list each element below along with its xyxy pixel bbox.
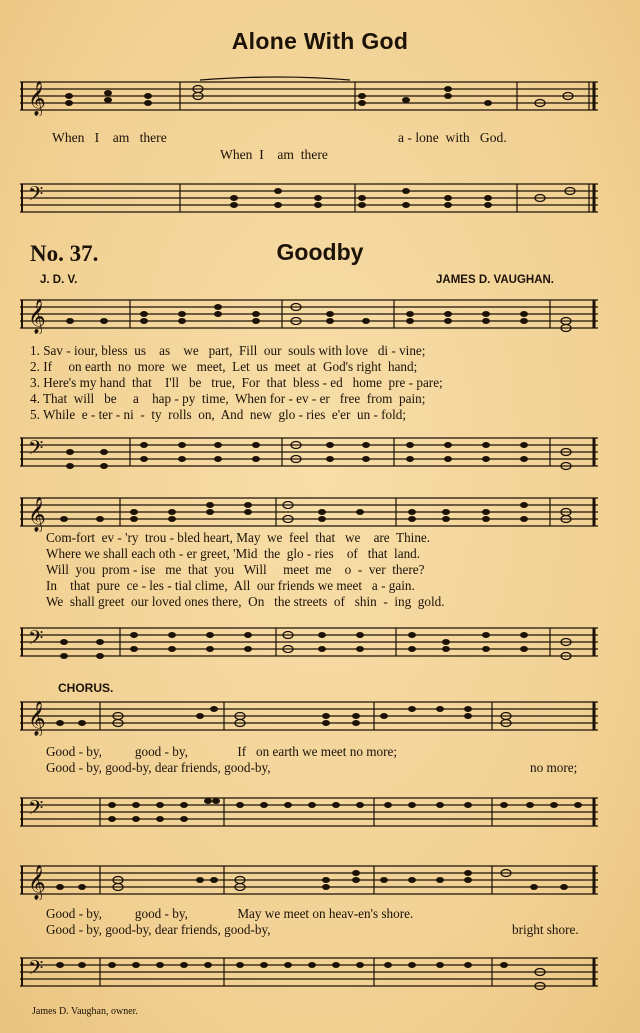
staff-lines [20, 952, 598, 992]
verse-1-part-2: Com-fort ev - 'ry trou - bled heart, May we feel that we are Thine. [46, 530, 431, 545]
verse-4-part-1: 4. That will be a hap - py time, When for - ev - er free from pain; [30, 391, 426, 406]
hymn-number: No. 37. [30, 241, 99, 266]
staff-lines [20, 294, 598, 334]
lyric-alone-upper: When I am there [52, 130, 167, 145]
svg-text:𝄢: 𝄢 [28, 182, 44, 210]
staff-lines [20, 792, 598, 832]
music-staff-treble-1 [20, 76, 598, 116]
staff-lines [20, 696, 598, 736]
chorus-line-1-lower: Good - by, good-by, dear friends, good-by, [46, 760, 271, 775]
verse-3-part-2: Will you prom - ise me that you Will meet me o - ver there? [46, 562, 425, 577]
svg-text:𝄞: 𝄞 [28, 497, 46, 532]
music-staff-bass-1 [20, 178, 598, 210]
music-staff-treble-5 [20, 860, 598, 900]
svg-text:𝄞: 𝄞 [28, 865, 46, 900]
words-credit: J. D. V. [40, 274, 78, 286]
music-staff-bass-2 [20, 432, 598, 464]
music-staff-treble-4 [20, 696, 598, 736]
staff-lines [20, 860, 598, 900]
verse-5-part-2: We shall greet our loved ones there, On the streets of shin - ing gold. [46, 594, 445, 609]
music-staff-bass-4 [20, 792, 598, 824]
music-credit: JAMES D. VAUGHAN. [436, 274, 554, 286]
svg-text:𝄞: 𝄞 [28, 299, 46, 334]
svg-text:𝄢: 𝄢 [28, 796, 44, 824]
verse-5-part-1: 5. While e - ter - ni - ty rolls on, And new glo - ries e'er un - fold; [30, 407, 407, 422]
chorus-line-2-lower-end: bright shore. [512, 922, 579, 937]
chorus-line-1-upper: Good - by, good - by, If on earth we meet no more; [46, 744, 397, 759]
lyric-alone-lower: When I am there [220, 147, 328, 162]
svg-text:𝄞: 𝄞 [28, 81, 46, 116]
staff-lines [20, 492, 598, 532]
staff-lines [20, 76, 598, 116]
verse-2-part-2: Where we shall each oth - er greet, 'Mid the glo - ries of that land. [46, 546, 421, 561]
verse-1-part-1: 1. Sav - iour, bless us as we part, Fill our souls with love di - vine; [30, 343, 426, 358]
verse-2-part-1: 2. If on earth no more we meet, Let us meet at God's right hand; [30, 359, 418, 374]
svg-text:𝄞: 𝄞 [28, 701, 46, 736]
svg-text:𝄢: 𝄢 [28, 626, 44, 654]
chorus-line-2-upper: Good - by, good - by, May we meet on heav-en's shore. [46, 906, 414, 921]
chorus-line-1-lower-end: no more; [530, 760, 578, 775]
hymn-title: Goodby [276, 239, 364, 265]
staff-lines [20, 622, 598, 662]
song-title-alone-with-god: Alone With God [231, 28, 409, 54]
music-staff-treble-2 [20, 294, 598, 334]
lyric-alone-upper-end: a - lone with God. [398, 130, 507, 145]
music-staff-bass-5 [20, 952, 598, 984]
copyright-owner: James D. Vaughan, owner. [32, 1006, 138, 1017]
music-staff-bass-3 [20, 622, 598, 654]
staff-lines [20, 178, 598, 218]
svg-text:𝄢: 𝄢 [28, 956, 44, 984]
music-staff-treble-3 [20, 492, 598, 532]
staff-lines [20, 432, 598, 472]
verse-3-part-1: 3. Here's my hand that I'll be true, For that bless - ed home pre - pare; [30, 375, 443, 390]
svg-text:𝄢: 𝄢 [28, 436, 44, 464]
chorus-label: CHORUS. [58, 681, 114, 695]
chorus-line-2-lower: Good - by, good-by, dear friends, good-by, [46, 922, 271, 937]
verse-4-part-2: In that pure ce - les - tial clime, All our friends we meet a - gain. [46, 578, 415, 593]
